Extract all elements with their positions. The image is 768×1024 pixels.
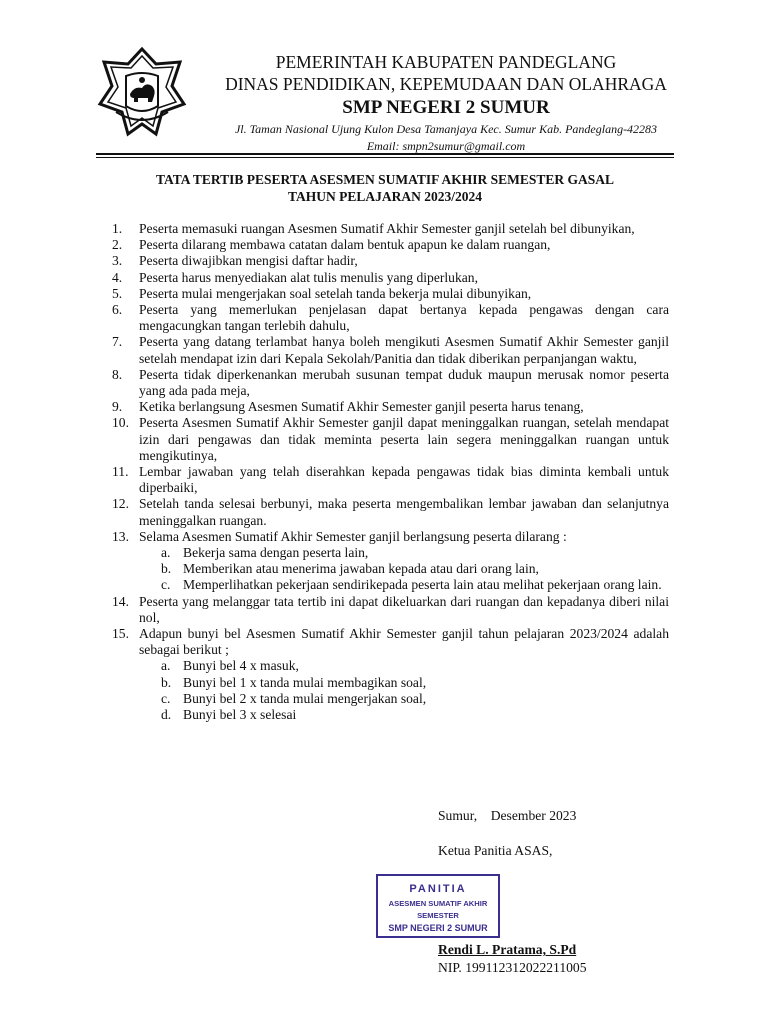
rules-list [112, 221, 669, 723]
rule-number: 3. [112, 253, 123, 269]
rule-number: 11. [112, 464, 129, 480]
rule-text: Peserta dilarang membawa catatan dalam bentuk apapun ke dalam ruangan, [139, 237, 551, 253]
rule-number: 12. [112, 496, 129, 512]
rule-item [112, 286, 669, 302]
sub-text: Memberikan atau menerima jawaban kepada atau dari orang lain, [183, 561, 539, 577]
bell-schedule-list [139, 658, 669, 723]
rule-number: 8. [112, 366, 123, 382]
rule-text: Adapun bunyi bel Asesmen Sumatif Akhir Semester ganjil tahun pelajaran 2023/2024 adalah sebagai berikut ; [139, 626, 669, 658]
rule-item [112, 253, 669, 269]
rule-item [112, 626, 669, 723]
rule-text: Lembar jawaban yang telah diserahkan kepada pengawas tidak bias diminta kembali untuk diperbaiki, [139, 464, 669, 496]
sub-text: Bunyi bel 2 x tanda mulai mengerjakan soal, [183, 690, 427, 706]
document-title [100, 171, 670, 205]
rule-number: 5. [112, 285, 123, 301]
signer-name: Rendi L. Pratama, S.Pd [438, 942, 577, 957]
sub-item [139, 707, 669, 723]
rule-text: Peserta tidak diperkenankan merubah susunan tempat duduk maupun merusak nomor peserta yang ada pada meja, [139, 366, 669, 399]
rule-number: 7. [112, 334, 123, 350]
committee-stamp [376, 874, 500, 938]
rule-text: Peserta yang memerlukan penjelasan dapat bertanya kepada pengawas dengan cara mengacungkan tangan terlebih dahulu, [139, 302, 669, 334]
sub-item [139, 691, 669, 707]
sub-text: Bunyi bel 4 x masuk, [183, 658, 299, 674]
sub-letter: b. [161, 561, 172, 577]
sub-text: Bekerja sama dengan peserta lain, [183, 545, 369, 561]
rule-number: 4. [112, 269, 123, 285]
rule-number: 10. [112, 415, 129, 431]
title-line-1: TATA TERTIB PESERTA ASESMEN SUMATIF AKHIR SEMESTER GASAL [155, 172, 615, 187]
rule-number: 13. [112, 528, 129, 544]
letterhead [188, 52, 704, 154]
rule-text: Peserta yang datang terlambat hanya boleh mengikuti Asesmen Sumatif Akhir Semester ganjil setelah mendapat izin dari Kepala Sekolah/Panitia dan tidak diberikan perpanjangan waktu, [139, 334, 669, 366]
sub-letter: a. [161, 545, 171, 561]
sub-item [139, 658, 669, 674]
rule-item [112, 464, 669, 496]
rule-item [112, 415, 669, 464]
rule-item [112, 496, 669, 528]
signer-role: Ketua Panitia ASAS, [438, 843, 553, 858]
rule-number: 1. [112, 221, 123, 236]
regency-emblem-icon [96, 46, 188, 138]
school-address: Jl. Taman Nasional Ujung Kulon Desa Tamanjaya Kec. Sumur Kab. Pandeglang-42283 [234, 122, 658, 136]
sub-letter: a. [161, 658, 171, 674]
sub-letter: c. [161, 690, 171, 706]
sub-letter: c. [161, 577, 171, 593]
rule-number: 14. [112, 593, 129, 609]
prohibited-list [139, 545, 669, 594]
rule-item [112, 270, 669, 286]
sub-item [139, 545, 669, 561]
school-name: SMP NEGERI 2 SUMUR [342, 97, 550, 118]
stamp-line-3: SMP NEGERI 2 SUMUR [388, 923, 488, 933]
rule-text: Peserta memasuki ruangan Asesmen Sumatif Akhir Semester ganjil setelah bel dibunyikan, [139, 221, 635, 236]
rule-number: 15. [112, 626, 129, 642]
rule-item [112, 221, 669, 237]
rule-number: 2. [112, 237, 123, 253]
rule-text: Peserta diwajibkan mengisi daftar hadir, [139, 253, 358, 269]
government-name: PEMERINTAH KABUPATEN PANDEGLANG [275, 52, 617, 72]
stamp-line-1: PANITIA [409, 883, 467, 895]
rule-text: Peserta harus menyediakan alat tulis menulis yang diperlukan, [139, 269, 478, 285]
rule-item [112, 367, 669, 399]
sub-item [139, 577, 669, 593]
rule-item [112, 237, 669, 253]
school-email: Email: smpn2sumur@gmail.com [366, 139, 526, 153]
rule-text: Peserta Asesmen Sumatif Akhir Semester ganjil dapat meninggalkan ruangan, setelah mendapat izin dari pengawas dan tidak meminta peserta lain segera meninggalkan ruangan untuk mengikutinya, [139, 415, 669, 463]
sub-letter: b. [161, 674, 172, 690]
stamp-line-2: ASESMEN SUMATIF AKHIR SEMESTER [388, 899, 488, 920]
sub-letter: d. [161, 707, 172, 723]
letterhead-divider-thick [96, 153, 674, 155]
rule-item [112, 334, 669, 366]
rule-number: 6. [112, 302, 123, 318]
title-line-2: TAHUN PELAJARAN 2023/2024 [287, 189, 482, 204]
rule-text: Setelah tanda selesai berbunyi, maka peserta mengembalikan lembar jawaban dan selanjutnya meninggalkan ruangan. [139, 496, 669, 528]
sub-item [139, 675, 669, 691]
rule-item [112, 399, 669, 415]
letterhead-divider-thin [96, 157, 674, 158]
rule-text: Peserta yang melanggar tata tertib ini dapat dikeluarkan dari ruangan dan kepadanya diberi nilai nol, [139, 593, 669, 625]
sub-text: Memperlihatkan pekerjaan sendirikepada peserta lain atau melihat pekerjaan orang lain. [183, 577, 662, 593]
place-date: Sumur, Desember 2023 [438, 808, 577, 823]
rule-text: Selama Asesmen Sumatif Akhir Semester ganjil berlangsung peserta dilarang : [139, 528, 567, 544]
department-name: DINAS PENDIDIKAN, KEPEMUDAAN DAN OLAHRAGA [225, 74, 667, 94]
sub-text: Bunyi bel 1 x tanda mulai membagikan soal, [183, 674, 427, 690]
rule-text: Peserta mulai mengerjakan soal setelah tanda bekerja mulai dibunyikan, [139, 285, 532, 301]
rule-number: 9. [112, 399, 123, 415]
sub-text: Bunyi bel 3 x selesai [183, 707, 297, 723]
rule-item [112, 302, 669, 334]
sub-item [139, 561, 669, 577]
rule-text: Ketika berlangsung Asesmen Sumatif Akhir Semester ganjil peserta harus tenang, [139, 399, 584, 415]
signer-nip: NIP. 199112312022211005 [438, 960, 587, 975]
rule-item [112, 529, 669, 594]
rule-item [112, 594, 669, 626]
